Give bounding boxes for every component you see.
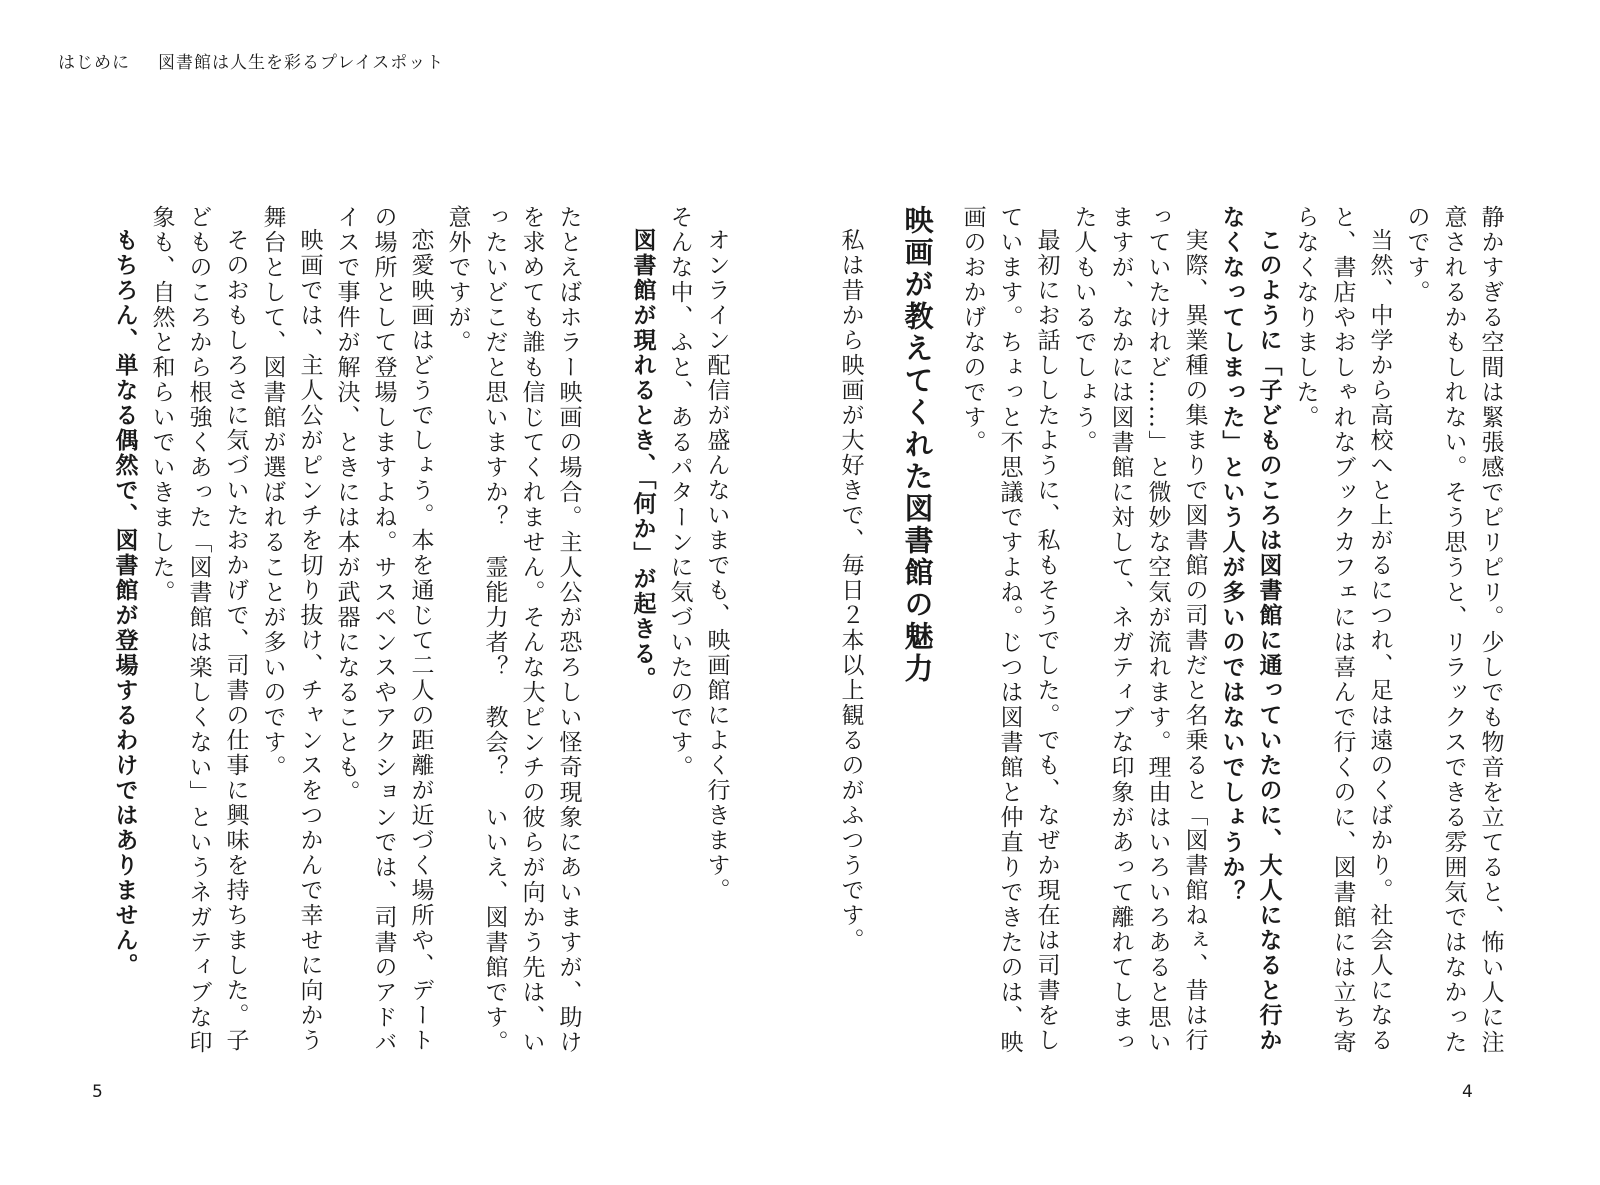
paragraph: 映画では、主人公がピンチを切り抜け、チャンスをつかんで幸せに向かう舞台として、図書館が選ばれることが多いのです。 [259,205,323,1053]
paragraph: 私は昔から映画が大好きで、毎日２本以上観るのがふつうです。 [837,228,864,953]
paragraph: たとえばホラー映画の場合。主人公が恐ろしい怪奇現象にあいますが、助けを求めても誰も信じてくれません。そんな大ピンチの彼らが向かう先は、いったいどこだと思いますか？ 霊能力者？ 教会？ いいえ、図書館です。意外ですが。 [444,205,582,1055]
left-page-text [106,205,735,1065]
right-page-text [832,205,1509,1065]
paragraph: 当然、中学から高校へと上がるにつれ、足は遠のくばかり。社会人になると、書店やおしゃれなブックカフェには喜んで行くのに、図書館には立ち寄らなくなりました。 [1292,205,1393,1055]
paragraph: 最初にお話ししたように、私もそうでした。でも、なぜか現在は司書をしています。ちょっと不思議ですよね。じつは図書館と仲直りできたのは、映画のおかげなのです。 [959,205,1060,1055]
paragraph: 静かすぎる空間は緊張感でピリピリ。少しでも物音を立てると、怖い人に注意されるかもしれない。そう思うと、リラックスできる雰囲気ではなかったのです。 [1403,205,1504,1055]
page-number-left: 5 [92,1082,103,1102]
emphasis-paragraph: このように「子どものころは図書館に通っていたのに、大人になると行かなくなってしまった」という人が多いのではないでしょうか？ [1218,205,1282,1053]
paragraph: 恋愛映画はどうでしょう。本を通じて二人の距離が近づく場所や、デートの場所として登場しますよね。サスペンスやアクションでは、司書のアドバイスで事件が解決、ときには本が武器になることも。 [333,205,434,1055]
paragraph: そんな中、ふと、あるパターンに気づいたのです。 [666,205,693,780]
paragraph: そのおもしろさに気づいたおかげで、司書の仕事に興味を持ちました。子どものころから根強くあった「図書館は楽しくない」というネガティブな印象も、自然と和らいでいきました。 [148,205,249,1055]
running-header [58,48,444,73]
paragraph: オンライン配信が盛んないまでも、映画館によく行きます。 [703,228,730,903]
chapter-title: 図書館は人生を彩るプレイスポット [158,53,445,73]
chapter-label: はじめに [58,53,130,73]
section-heading: 映画が教えてくれた図書館の魅力 [900,205,935,685]
left-page [40,205,800,1085]
emphasis-paragraph: もちろん、単なる偶然で、図書館が登場するわけではありません。 [111,228,138,978]
page-number-right: 4 [1462,1082,1473,1102]
right-page [820,205,1520,1085]
emphasis-paragraph: 図書館が現れるとき、「何か」が起きる。 [629,228,656,692]
paragraph: 実際、異業種の集まりで図書館の司書だと名乗ると「図書館ねぇ、昔は行っていたけれど……」と微妙な空気が流れます。理由はいろいろあると思いますが、なかには図書館に対して、ネガティブな印象があって離れてしまった人もいるでしょう。 [1070,205,1208,1055]
